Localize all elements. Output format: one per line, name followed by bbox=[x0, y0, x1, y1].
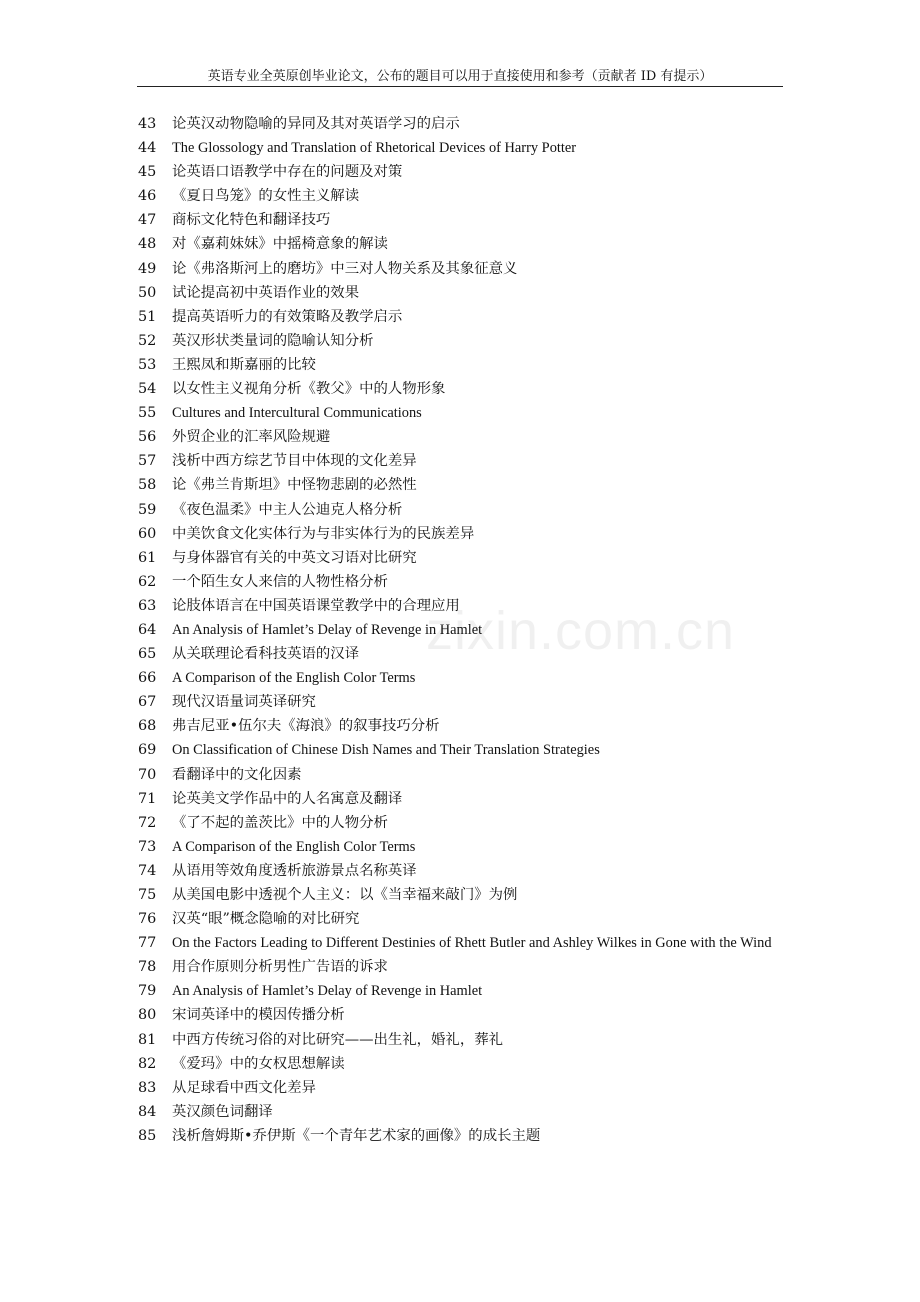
topic-title: 论英美文学作品中的人名寓意及翻译 bbox=[172, 790, 403, 807]
topic-item bbox=[138, 112, 783, 136]
topic-number: 79 bbox=[138, 983, 157, 1000]
topic-item bbox=[138, 1003, 783, 1027]
topic-title: 《夏日鸟笼》的女性主义解读 bbox=[172, 188, 360, 205]
topic-number: 70 bbox=[138, 766, 157, 783]
topic-number: 74 bbox=[138, 862, 157, 879]
topic-number: 76 bbox=[138, 911, 157, 928]
topic-number: 59 bbox=[138, 501, 157, 518]
page-header bbox=[137, 64, 783, 87]
topic-number: 82 bbox=[138, 1055, 157, 1072]
topic-title: On Classification of Chinese Dish Names and Their Translation Strategies bbox=[172, 742, 600, 759]
topic-item bbox=[138, 522, 783, 546]
topic-number: 77 bbox=[138, 935, 157, 952]
topic-title: 从美国电影中透视个人主义：以《当幸福来敲门》为例 bbox=[172, 887, 518, 903]
topic-number: 81 bbox=[138, 1031, 157, 1048]
topic-item bbox=[138, 763, 783, 787]
topic-item bbox=[138, 546, 783, 570]
topic-number: 50 bbox=[138, 284, 157, 301]
topic-title: 对《嘉莉妹妹》中摇椅意象的解读 bbox=[172, 236, 388, 253]
topic-number: 65 bbox=[138, 646, 157, 663]
topic-item bbox=[138, 1124, 783, 1148]
topic-item bbox=[138, 353, 783, 377]
topic-item bbox=[138, 401, 783, 425]
topic-number: 60 bbox=[138, 525, 157, 542]
topic-item bbox=[138, 1028, 783, 1052]
topic-item bbox=[138, 305, 783, 329]
topic-title: 王熙凤和斯嘉丽的比较 bbox=[172, 356, 316, 373]
topic-title: 英汉形状类量词的隐喻认知分析 bbox=[172, 332, 374, 349]
topic-item bbox=[138, 955, 783, 979]
topic-title: 外贸企业的汇率风险规避 bbox=[172, 429, 331, 446]
topic-item bbox=[138, 498, 783, 522]
topic-number: 61 bbox=[138, 549, 157, 566]
topic-title: 汉英“眼”概念隐喻的对比研究 bbox=[172, 911, 360, 928]
topic-item bbox=[138, 377, 783, 401]
topic-number: 83 bbox=[138, 1079, 157, 1096]
topic-title: 论《弗兰肯斯坦》中怪物悲剧的必然性 bbox=[172, 477, 417, 494]
topic-item bbox=[138, 184, 783, 208]
topic-number: 57 bbox=[138, 453, 157, 470]
topic-title: 论《弗洛斯河上的磨坊》中三对人物关系及其象征意义 bbox=[172, 260, 518, 277]
topic-item bbox=[138, 1052, 783, 1076]
topic-item bbox=[138, 570, 783, 594]
topic-item bbox=[138, 449, 783, 473]
topic-number: 63 bbox=[138, 597, 157, 614]
topic-number: 62 bbox=[138, 573, 157, 590]
topic-title: 浅析詹姆斯•乔伊斯《一个青年艺术家的画像》的成长主题 bbox=[172, 1127, 541, 1144]
topic-title: The Glossology and Translation of Rhetorical Devices of Harry Potter bbox=[172, 140, 577, 157]
topic-item bbox=[138, 425, 783, 449]
topic-item bbox=[138, 232, 783, 256]
topic-item bbox=[138, 1076, 783, 1100]
topic-title: A Comparison of the English Color Terms bbox=[172, 670, 416, 687]
topic-title: 提高英语听力的有效策略及教学启示 bbox=[172, 308, 403, 325]
topic-title: 以女性主义视角分析《教父》中的人物形象 bbox=[172, 381, 446, 398]
topic-number: 66 bbox=[138, 670, 157, 687]
topic-title: 用合作原则分析男性广告语的诉求 bbox=[172, 959, 388, 976]
topic-item bbox=[138, 1100, 783, 1124]
topic-title: 从关联理论看科技英语的汉译 bbox=[172, 646, 360, 663]
topic-title: An Analysis of Hamlet’s Delay of Revenge in Hamlet bbox=[172, 983, 483, 1000]
topic-item bbox=[138, 811, 783, 835]
topic-number: 69 bbox=[138, 742, 157, 759]
topic-title: An Analysis of Hamlet’s Delay of Revenge in Hamlet bbox=[172, 621, 483, 638]
topic-number: 58 bbox=[138, 477, 157, 494]
topic-item bbox=[138, 714, 783, 738]
topic-number: 67 bbox=[138, 694, 157, 711]
topic-item bbox=[138, 666, 783, 690]
topic-number: 51 bbox=[138, 308, 157, 325]
topic-item bbox=[138, 883, 783, 907]
topic-item bbox=[138, 690, 783, 714]
topic-number: 64 bbox=[138, 621, 157, 638]
topic-title: 一个陌生女人来信的人物性格分析 bbox=[172, 573, 388, 590]
topic-title: 现代汉语量词英译研究 bbox=[172, 694, 316, 711]
topic-item bbox=[138, 281, 783, 305]
topic-title: 中西方传统习俗的对比研究——出生礼，婚礼，葬礼 bbox=[172, 1031, 503, 1048]
topic-title: 试论提高初中英语作业的效果 bbox=[172, 284, 360, 301]
topic-item bbox=[138, 473, 783, 497]
topic-number: 75 bbox=[138, 887, 157, 903]
topic-item bbox=[138, 835, 783, 859]
topic-item bbox=[138, 931, 783, 955]
header-text: 英语专业全英原创毕业论文，公布的题目可以用于直接使用和参考（贡献者 ID 有提示） bbox=[207, 69, 713, 84]
topic-title: 论英汉动物隐喻的异同及其对英语学习的启示 bbox=[172, 116, 460, 132]
topic-item bbox=[138, 979, 783, 1003]
topic-item bbox=[138, 738, 783, 762]
topic-number: 46 bbox=[138, 188, 157, 205]
topic-title: 看翻译中的文化因素 bbox=[172, 766, 302, 783]
topic-list bbox=[138, 112, 783, 1148]
topic-title: 浅析中西方综艺节目中体现的文化差异 bbox=[172, 453, 417, 470]
topic-item bbox=[138, 787, 783, 811]
topic-number: 85 bbox=[138, 1127, 157, 1144]
topic-item bbox=[138, 208, 783, 232]
topic-title: 《夜色温柔》中主人公迪克人格分析 bbox=[172, 501, 403, 518]
topic-title: 从足球看中西文化差异 bbox=[172, 1079, 316, 1096]
topic-item bbox=[138, 859, 783, 883]
topic-number: 52 bbox=[138, 332, 157, 349]
topic-number: 54 bbox=[138, 381, 157, 398]
topic-number: 84 bbox=[138, 1103, 157, 1120]
topic-number: 56 bbox=[138, 429, 157, 446]
topic-title: 英汉颜色词翻译 bbox=[172, 1103, 273, 1120]
topic-number: 45 bbox=[138, 164, 157, 181]
topic-number: 44 bbox=[138, 140, 157, 157]
topic-item bbox=[138, 160, 783, 184]
topic-title: 中美饮食文化实体行为与非实体行为的民族差异 bbox=[172, 525, 475, 542]
topic-number: 49 bbox=[138, 260, 157, 277]
topic-number: 53 bbox=[138, 356, 157, 373]
topic-title: 论肢体语言在中国英语课堂教学中的合理应用 bbox=[172, 597, 460, 614]
topic-item bbox=[138, 257, 783, 281]
topic-title: 论英语口语教学中存在的问题及对策 bbox=[172, 164, 403, 181]
topic-number: 73 bbox=[138, 838, 157, 855]
topic-item bbox=[138, 907, 783, 931]
topic-item bbox=[138, 642, 783, 666]
topic-title: 《了不起的盖茨比》中的人物分析 bbox=[172, 814, 388, 831]
topic-number: 48 bbox=[138, 236, 157, 253]
topic-title: 商标文化特色和翻译技巧 bbox=[172, 212, 331, 229]
topic-title: A Comparison of the English Color Terms bbox=[172, 838, 416, 855]
topic-title: 宋词英译中的模因传播分析 bbox=[172, 1007, 345, 1024]
topic-title: 从语用等效角度透析旅游景点名称英译 bbox=[172, 862, 417, 879]
topic-title: 与身体器官有关的中英文习语对比研究 bbox=[172, 549, 417, 566]
topic-title: 弗吉尼亚•伍尔夫《海浪》的叙事技巧分析 bbox=[172, 718, 440, 735]
topic-number: 78 bbox=[138, 959, 157, 976]
topic-item bbox=[138, 594, 783, 618]
topic-item bbox=[138, 329, 783, 353]
topic-number: 55 bbox=[138, 405, 157, 422]
topic-item bbox=[138, 618, 783, 642]
topic-number: 80 bbox=[138, 1007, 157, 1024]
topic-number: 72 bbox=[138, 814, 157, 831]
topic-title: Cultures and Intercultural Communications bbox=[172, 405, 422, 422]
topic-title: On the Factors Leading to Different Destinies of Rhett Butler and Ashley Wilkes in Gone with the Wind bbox=[172, 935, 772, 952]
topic-wrap-block bbox=[138, 931, 783, 955]
topic-number: 71 bbox=[138, 790, 157, 807]
topic-number: 68 bbox=[138, 718, 157, 735]
watermark: zixin.com.cn bbox=[426, 601, 736, 661]
topic-item bbox=[138, 136, 783, 160]
topic-title: 《爱玛》中的女权思想解读 bbox=[172, 1055, 345, 1072]
topic-number: 43 bbox=[138, 116, 157, 132]
topic-number: 47 bbox=[138, 212, 157, 229]
